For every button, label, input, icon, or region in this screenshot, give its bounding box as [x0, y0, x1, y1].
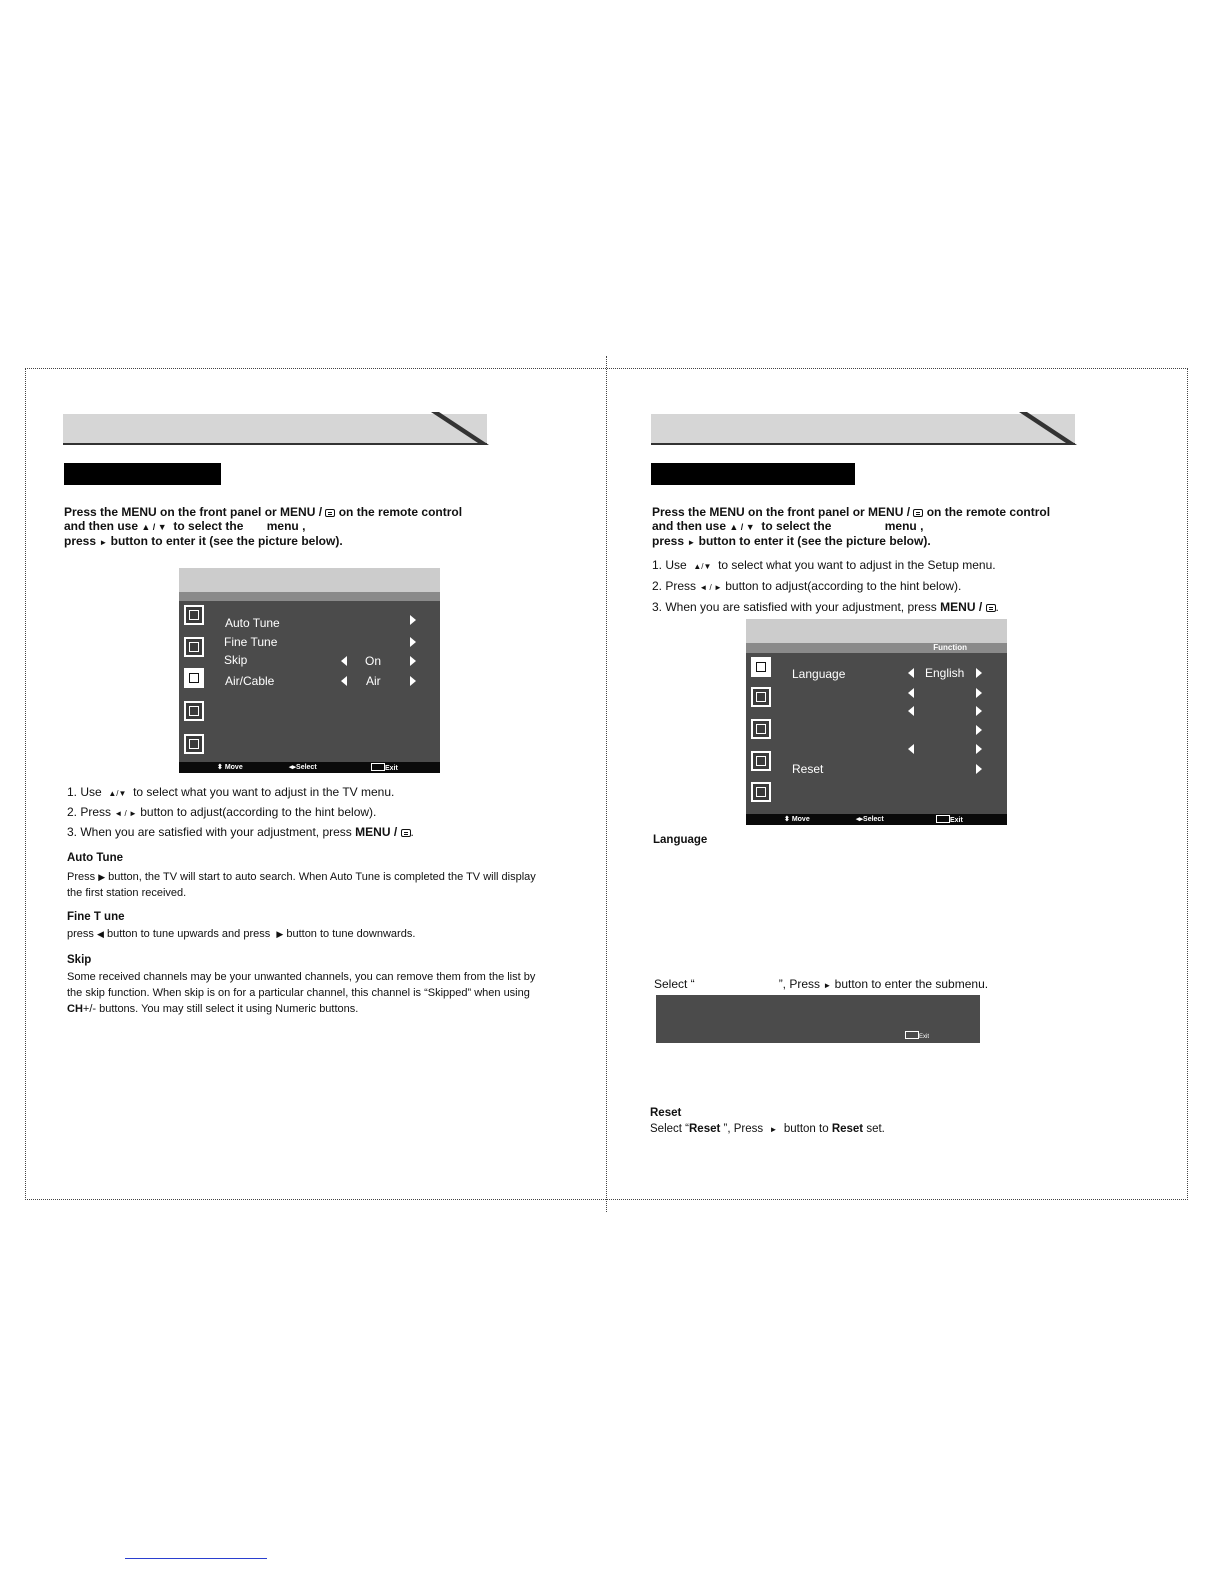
right-arrow-icon: [410, 637, 416, 647]
right-arrow-icon: [976, 688, 982, 698]
osd-value-air-cable: Air: [366, 674, 381, 688]
right-intro: Press the MENU on the front panel or MENU / on the remote control and then use ▲ / ▼ to select the menu , press ► button to enter it (see the picture below).: [652, 505, 1051, 548]
osd-item-fine-tune[interactable]: Fine Tune: [224, 635, 278, 649]
osd-item-auto-tune[interactable]: Auto Tune: [225, 616, 280, 630]
right-arrow-icon: [976, 725, 982, 735]
picture-menu-icon: [184, 605, 204, 625]
auto-tune-heading: Auto Tune: [67, 852, 123, 864]
right-arrow-icon: [976, 744, 982, 754]
left-header-bar: [63, 414, 487, 445]
tv-menu-icon: [184, 668, 204, 688]
exit-key-icon: [905, 1031, 919, 1039]
left-arrow-icon: [341, 676, 347, 686]
osd-footer: [746, 814, 1007, 825]
exit-hint: Exit: [936, 815, 963, 824]
picture-menu-icon: [751, 657, 771, 677]
submenu-screen: [656, 995, 980, 1043]
setup-menu-screen: [746, 619, 1007, 825]
right-steps: 1. Use ▲/▼ to select what you want to adjust in the Setup menu. 2. Press ◄ / ► button to adjust(according to the hint below). 3. When you are satisfied with your adjustment, press MENU / .: [652, 558, 999, 614]
move-hint: ⬍ Move: [784, 816, 810, 823]
exit-key-icon: [371, 763, 385, 771]
reset-heading: Reset: [650, 1107, 682, 1119]
setup-menu-icon: [751, 751, 771, 771]
right-arrow-icon: [410, 676, 416, 686]
right-arrow-icon: [976, 706, 982, 716]
left-intro: Press the MENU on the front panel or MENU / on the remote control and then use ▲ / ▼ to select the menu , press ► button to enter it (see the picture below).: [64, 505, 463, 548]
osd-footer: [179, 762, 440, 773]
osd-item-air-cable[interactable]: Air/Cable: [225, 674, 275, 688]
left-section-label: [64, 463, 221, 485]
osd-title-bar: [179, 568, 440, 592]
osd-item-reset[interactable]: Reset: [792, 762, 824, 776]
submenu-exit-hint[interactable]: Exit: [905, 1031, 929, 1040]
tv-menu-screen: [179, 568, 440, 773]
right-header-bar: [651, 414, 1075, 445]
osd-item-skip[interactable]: Skip: [224, 653, 248, 667]
exit-key-icon: [936, 815, 950, 823]
language-heading: Language: [653, 834, 708, 846]
footer-link-underline: [125, 1558, 267, 1559]
skip-text: Some received channels may be your unwanted channels, you can remove them from the list by the skip function. When skip is on for a particular channel, this channel is “Skipped” when using CH+/- buttons. You may still select it using Numeric buttons.: [67, 971, 536, 1015]
left-arrow-icon: [908, 668, 914, 678]
feature-menu-icon: [184, 734, 204, 754]
right-arrow-icon: [976, 764, 982, 774]
left-arrow-icon: [908, 706, 914, 716]
select-hint: ◂▸Select: [856, 816, 884, 823]
exit-hint: Exit: [371, 763, 398, 772]
menu-button-icon: [986, 604, 996, 612]
select-hint: ◂▸Select: [289, 764, 317, 771]
reset-text: Select “Reset ”, Press ► button to Reset set.: [650, 1123, 885, 1135]
move-hint: ⬍ Move: [217, 764, 243, 771]
left-arrow-icon: [908, 744, 914, 754]
page-divider: [606, 356, 607, 1212]
osd-tab-strip: [179, 592, 440, 601]
osd-value-skip: On: [365, 654, 382, 668]
sound-menu-icon: [751, 687, 771, 707]
menu-button-icon: [325, 509, 335, 517]
fine-tune-text: press ◀ button to tune upwards and press ▶ button to tune downwards.: [67, 928, 416, 940]
left-arrow-icon: [341, 656, 347, 666]
left-arrow-icon: [908, 688, 914, 698]
menu-button-icon: [913, 509, 923, 517]
osd-value-language: English: [925, 666, 965, 680]
select-submenu-text: Select “ ”, Press ► button to enter the submenu.: [654, 977, 989, 991]
sound-menu-icon: [184, 637, 204, 657]
skip-heading: Skip: [67, 954, 92, 966]
tv-menu-icon: [751, 719, 771, 739]
right-arrow-icon: [410, 656, 416, 666]
auto-tune-text: Press ▶ button, the TV will start to auto search. When Auto Tune is completed the TV will display the first station received.: [67, 871, 536, 899]
fine-tune-heading: Fine T une: [67, 911, 125, 923]
right-section-label: [651, 463, 855, 485]
right-arrow-icon: [976, 668, 982, 678]
header-corner-slash: [431, 412, 491, 447]
header-corner-slash: [1019, 412, 1079, 447]
left-steps: 1. Use ▲/▼ to select what you want to adjust in the TV menu. 2. Press ◄ / ► button to adjust(according to the hint below). 3. When you are satisfied with your adjustment, press MENU / .: [67, 785, 414, 839]
osd-item-language[interactable]: Language: [792, 667, 846, 681]
osd-tab-function[interactable]: Function: [746, 643, 1007, 653]
osd-title-bar: [746, 619, 1007, 643]
menu-button-icon: [401, 829, 411, 837]
feature-menu-icon: [751, 782, 771, 802]
right-arrow-icon: [410, 615, 416, 625]
setup-menu-icon: [184, 701, 204, 721]
